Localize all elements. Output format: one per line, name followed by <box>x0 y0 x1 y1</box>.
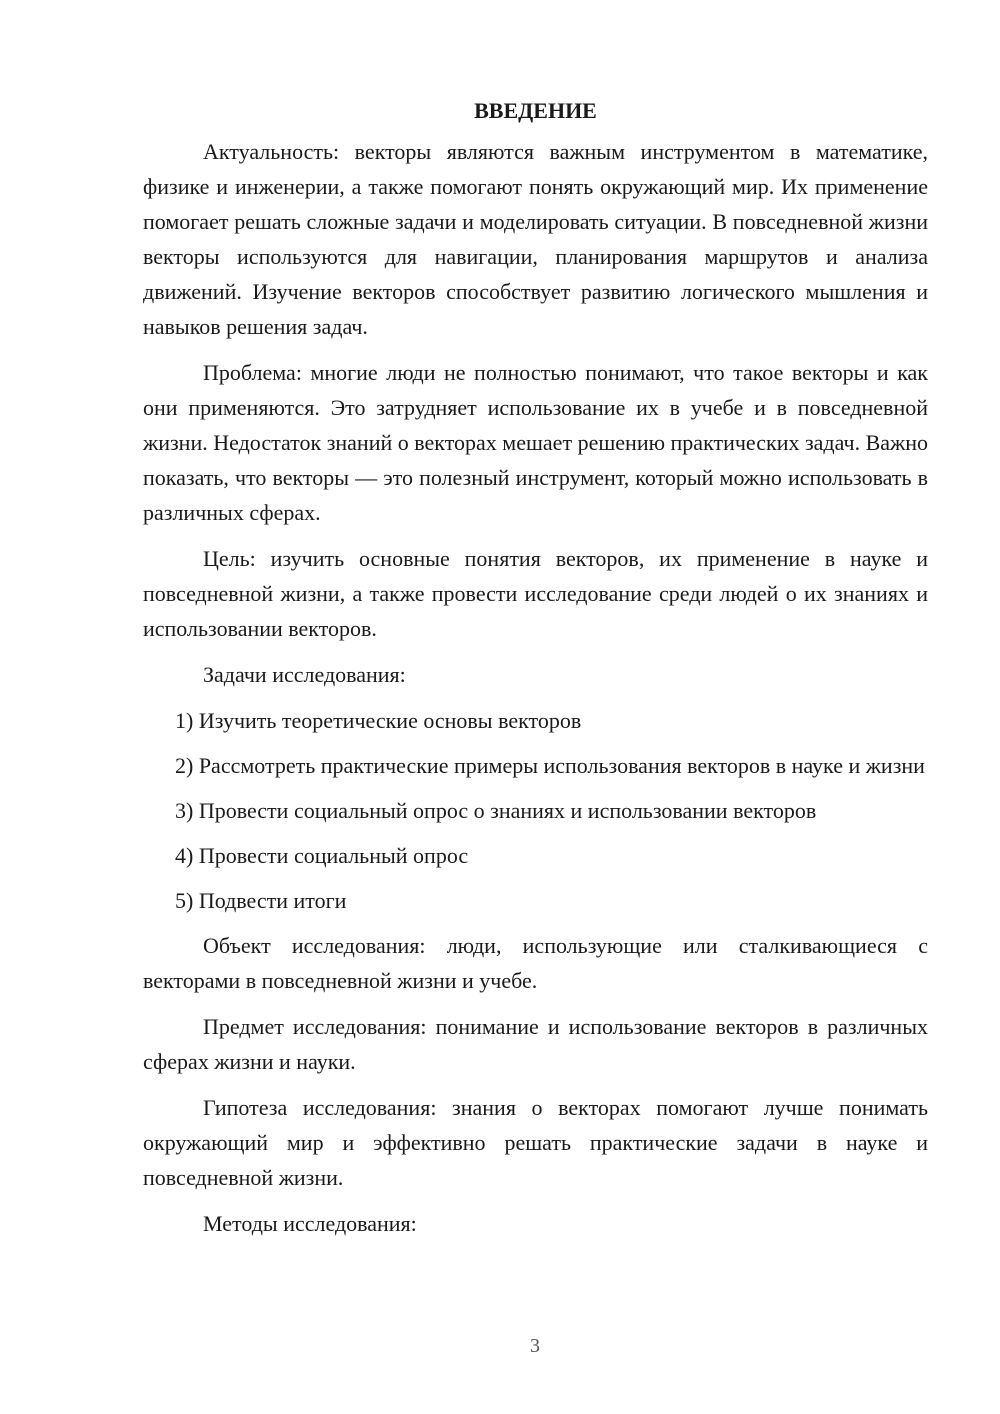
page-content <box>143 94 928 1252</box>
methods-heading: Методы исследования: <box>203 1211 417 1236</box>
paragraph-subject: Предмет исследования: понимание и использование векторов в различных сферах жизни и науки. <box>143 1014 928 1074</box>
page-title: ВВЕДЕНИЕ <box>474 98 597 123</box>
paragraph-hypothesis: Гипотеза исследования: знания о векторах помогают лучше понимать окружающий мир и эффективно решать практические задачи в науке и повседневной жизни. <box>143 1095 928 1190</box>
tasks-heading: Задачи исследования: <box>203 662 406 687</box>
paragraph-object: Объект исследования: люди, использующие или сталкивающиеся с векторами в повседневной жизни и учебе. <box>143 933 928 993</box>
paragraph-goal: Цель: изучить основные понятия векторов, их применение в науке и повседневной жизни, а также провести исследование среди людей о их знаниях и использовании векторов. <box>143 546 928 641</box>
paragraph-problem: Проблема: многие люди не полностью понимают, что такое векторы и как они применяются. Это затрудняет использование их в учебе и в повседневной жизни. Недостаток знаний о векторах мешает решению практических задач. Важно показать, что векторы — это полезный инструмент, который можно использовать в различных сферах. <box>143 360 928 525</box>
tasks-list <box>143 703 928 918</box>
list-item: 3) Провести социальный опрос о знаниях и использовании векторов <box>175 798 817 823</box>
list-item: 4) Провести социальный опрос <box>175 843 469 868</box>
paragraph-relevance: Актуальность: векторы являются важным инструментом в математике, физике и инженерии, а также помогают понять окружающий мир. Их применение помогает решать сложные задачи и моделировать ситуации. В повседневной жизни векторы используются для навигации, планирования маршрутов и анализа движений. Изучение векторов способствует развитию логического мышления и навыков решения задач. <box>143 139 928 339</box>
list-item: 2) Рассмотреть практические примеры использования векторов в науке и жизни <box>175 753 925 778</box>
page-number: 3 <box>530 1335 540 1357</box>
list-item: 1) Изучить теоретические основы векторов <box>175 708 582 733</box>
list-item: 5) Подвести итоги <box>175 888 347 913</box>
